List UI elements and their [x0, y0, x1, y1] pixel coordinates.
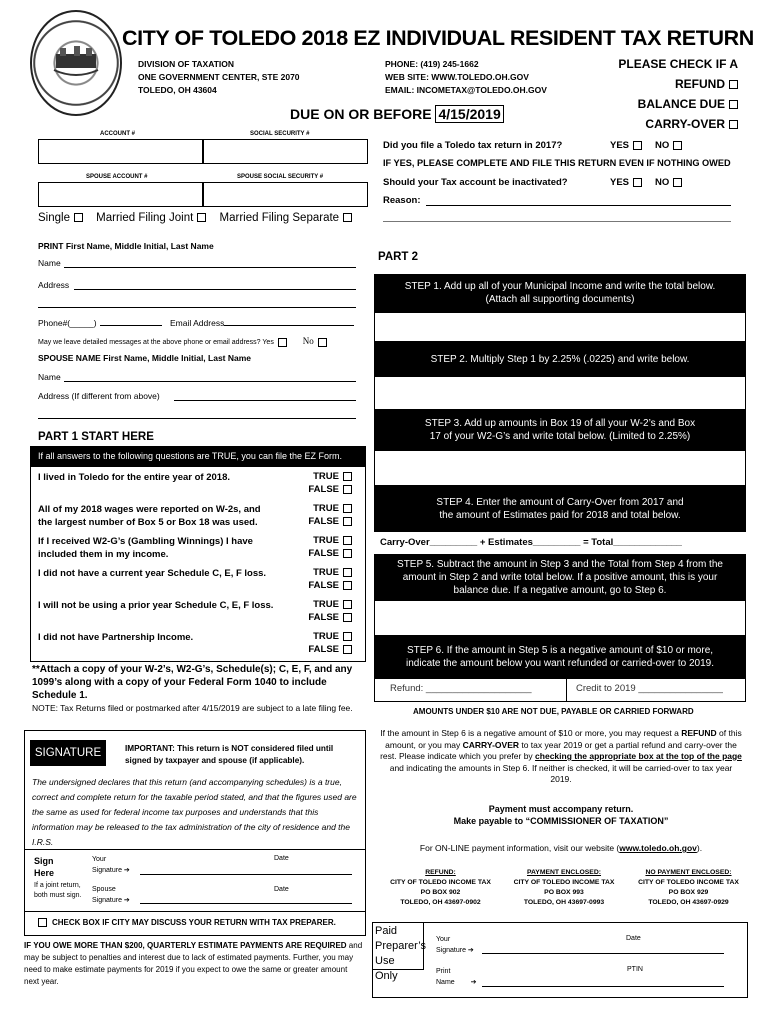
file-even-if-nothing-note: IF YES, PLEASE COMPLETE AND FILE THIS RETURN EVEN IF NOTHING OWED: [383, 158, 731, 168]
due-date: 4/15/2019: [435, 105, 503, 123]
address-label: Address: [38, 280, 70, 290]
inactivate-yes-label: YES: [610, 177, 630, 188]
message-yes-checkbox[interactable]: [278, 338, 287, 347]
part1-item-5: I will not be using a prior year Schedule C, E, F loss.: [38, 600, 274, 611]
spouse-label: Spouse: [92, 886, 116, 893]
city-seal-logo: [30, 10, 122, 116]
part1-banner: If all answers to the following questions are TRUE, you can file the EZ Form.: [30, 446, 366, 466]
message-no-label: No: [302, 336, 314, 346]
due-label: DUE ON OR BEFORE: [290, 106, 432, 122]
item1-true-checkbox[interactable]: [343, 472, 352, 481]
check-if-title: PLEASE CHECK IF A: [618, 57, 738, 71]
print-name-label: Name: [436, 979, 455, 986]
separate-label: Married Filing Separate: [219, 212, 340, 224]
division-name: DIVISION OF TAXATION: [138, 59, 235, 69]
part2-title: PART 2: [378, 251, 419, 263]
no-payment-address-l1: CITY OF TOLEDO INCOME TAX: [638, 879, 739, 886]
inactivate-text: Should your Tax account be inactivated?: [383, 177, 568, 188]
step3-input[interactable]: [374, 450, 746, 486]
payment-address-l1: CITY OF TOLEDO INCOME TAX: [513, 879, 615, 886]
form-title: CITY OF TOLEDO 2018 EZ INDIVIDUAL RESIDENT TAX RETURN: [122, 26, 754, 50]
payment-line-2: Make payable to “COMMISSIONER OF TAXATION”: [453, 816, 669, 826]
item4-true-checkbox[interactable]: [343, 568, 352, 577]
spouse-account-input[interactable]: [38, 182, 203, 207]
part1-title: PART 1 START HERE: [38, 431, 154, 443]
true-label: TRUE: [313, 503, 339, 514]
payment-address: [500, 868, 628, 908]
refund-address-l1: CITY OF TOLEDO INCOME TAX: [390, 879, 491, 886]
prior-yes-label: YES: [610, 140, 630, 151]
filing-status: [38, 212, 352, 224]
contact-web: WEB SITE: WWW.TOLEDO.OH.GOV: [385, 72, 529, 82]
arrow-right-icon: ➔: [467, 947, 474, 954]
step6-banner: STEP 6. If the amount in Step 5 is a negative amount of $10 or more, indicate the amount below you want refunded or carried-over to 2019.: [374, 636, 746, 678]
part1-item-1-options: [304, 470, 352, 496]
declaration-rule: [24, 849, 366, 850]
check-if-block: [608, 54, 738, 134]
spouse-address-input[interactable]: [174, 400, 356, 401]
contact-block: [385, 58, 547, 97]
no-payment-address-l2: PO BOX 929: [668, 889, 709, 896]
reason-line-2[interactable]: [383, 221, 731, 222]
balance-due-label: BALANCE DUE: [637, 97, 725, 111]
neg-text-3: to tax year 2019 or get a partial refund and carry-over the rest. Please indicate which you prefer by: [380, 739, 737, 761]
step1-banner: STEP 1. Add up all of your Municipal Income and write the total below. (Attach all supporting documents): [374, 274, 746, 312]
part1-item-3-options: [304, 534, 352, 560]
estimate-warning: [24, 940, 364, 988]
item4-false-checkbox[interactable]: [343, 581, 352, 590]
under-10-note: AMOUNTS UNDER $10 ARE NOT DUE, PAYABLE OR CARRIED FORWARD: [413, 707, 694, 716]
false-label: FALSE: [308, 484, 339, 495]
inactivate-no-label: NO: [655, 177, 670, 188]
item5-false-checkbox[interactable]: [343, 613, 352, 622]
leave-message-text: May we leave detailed messages at the above phone or email address? Yes: [38, 339, 274, 346]
estimate-warning-bold: IF YOU OWE MORE THAN $200, QUARTERLY ESTIMATE PAYMENTS ARE REQUIRED: [24, 941, 347, 950]
spouse-address-label: Address (If different from above): [38, 391, 160, 401]
preparer-sig-label: Signature: [436, 947, 466, 954]
true-label: TRUE: [313, 567, 339, 578]
refund-address-l3: TOLEDO, OH 43697-0902: [400, 899, 481, 906]
arrow-right-icon: ➔: [123, 867, 130, 874]
inactivate-yes: [610, 177, 642, 188]
neg-text-4: and indicating the amounts in Step 6. If neither is checked, it will be carried-over to tax year 2019.: [389, 762, 733, 784]
ssn-label: SOCIAL SECURITY #: [250, 131, 310, 137]
neg-text-2: of this amount, or you may: [385, 728, 742, 750]
paid-preparer-label: Paid Preparer’s Use Only: [372, 922, 424, 970]
your-signature-label: [92, 854, 130, 876]
contact-phone: PHONE: (419) 245-1662: [385, 59, 479, 69]
step3-banner: STEP 3. Add up amounts in Box 19 of all your W-2’s and Box 17 of your W2-G’s and write total below. (Limited to 2.25%): [374, 410, 746, 450]
false-label: FALSE: [308, 516, 339, 527]
spouse-name-field-label: Name: [38, 372, 61, 382]
division-address1: ONE GOVERNMENT CENTER, STE 2070: [138, 72, 300, 82]
part1-item-5-options: [304, 598, 352, 624]
phone-input[interactable]: [100, 325, 162, 326]
refund-address: [378, 868, 503, 908]
phone-label: Phone#(_____): [38, 318, 97, 328]
print-name-label: PRINT First Name, Middle Initial, Last Name: [38, 241, 214, 251]
inactivate-no: [655, 177, 682, 188]
ptin-label: PTIN: [627, 966, 643, 973]
arrow-right-icon: ➔: [123, 897, 130, 904]
payment-address-l3: TOLEDO, OH 43697-0993: [523, 899, 605, 906]
prior-yes-checkbox[interactable]: [633, 141, 642, 150]
false-label: FALSE: [308, 644, 339, 655]
signature-top-rule: [24, 730, 366, 731]
neg-refund: REFUND: [681, 728, 717, 738]
inactivate-yes-checkbox[interactable]: [633, 178, 642, 187]
reason-line-1[interactable]: [426, 205, 731, 206]
phone-email-row: [38, 318, 354, 328]
true-label: TRUE: [313, 631, 339, 642]
neg-carry: CARRY-OVER: [462, 739, 519, 750]
signature-badge: SIGNATURE: [30, 740, 106, 766]
payment-address-l2: PO BOX 993: [544, 889, 584, 896]
true-label: TRUE: [313, 599, 339, 610]
arrow-right-icon: ➔: [470, 979, 477, 986]
print-label: Print: [436, 968, 451, 975]
message-no-checkbox[interactable]: [318, 338, 327, 347]
online-text: For ON-LINE payment information, visit our website (: [419, 843, 620, 853]
your-date-label: Date: [274, 855, 289, 862]
division-address2: TOLEDO, OH 43604: [138, 85, 217, 95]
joint-return-note: If a joint return, both must sign.: [34, 882, 82, 899]
account-input[interactable]: [38, 139, 203, 164]
true-label: TRUE: [313, 471, 339, 482]
prior-return-text: Did you file a Toledo tax return in 2017?: [383, 140, 563, 151]
carry-over-label: CARRY-OVER: [645, 117, 725, 131]
part1-item-4-options: [304, 566, 352, 592]
attach-note: **Attach a copy of your W-2’s, W2-G’s, Schedule(s); C, E, F, and any 1099’s along with a copy of your Federal Form 1040 to include Schedule 1.: [32, 664, 353, 701]
prior-return-no: [655, 140, 682, 151]
joint-label: Married Filing Joint: [96, 212, 194, 224]
preparer-permission-label: CHECK BOX IF CITY MAY DISCUSS YOUR RETURN WITH TAX PREPARER.: [52, 918, 336, 927]
reason-label: Reason:: [383, 195, 421, 206]
account-label: ACCOUNT #: [100, 131, 136, 137]
spouse-date-label: Date: [274, 886, 289, 893]
item2-true-checkbox[interactable]: [343, 504, 352, 513]
neg-text-1: If the amount in Step 6 is a negative amount of $10 or more, you may request a: [380, 728, 682, 738]
signature-label: Signature: [92, 867, 122, 874]
step5-banner: STEP 5. Subtract the amount in Step 3 and the Total from Step 4 from the amount in Step 2 and write total below. If a positive amount, this is your balance due. If a negative amount, go to Step 6.: [374, 554, 746, 600]
name-input[interactable]: [64, 267, 356, 268]
true-label: TRUE: [313, 535, 339, 546]
prior-no-checkbox[interactable]: [673, 141, 682, 150]
preparer-signature-input[interactable]: [482, 953, 724, 954]
address-input-2[interactable]: [38, 307, 356, 308]
carry-over-checkbox[interactable]: [729, 120, 738, 129]
online-end: ).: [696, 843, 703, 853]
important-note: IMPORTANT: This return is NOT considered filed until signed by taxpayer and spouse (if applicable).: [125, 744, 334, 765]
declaration-text: The undersigned declares that this return (and accompanying schedules) is a true, correct and complete return for the taxable period stated, and that the figures used are the same as used for federal income tax purposes and understands that this information may be released to the tax administration of the city of residence and the I.R.S.: [32, 777, 357, 847]
refund-label: REFUND: [675, 77, 725, 91]
item3-false-checkbox[interactable]: [343, 549, 352, 558]
part1-item-2-options: [304, 502, 352, 528]
part1-item-1: I lived in Toledo for the entire year of 2018.: [38, 472, 230, 483]
item3-true-checkbox[interactable]: [343, 536, 352, 545]
no-payment-address: [626, 868, 751, 908]
false-label: FALSE: [308, 580, 339, 591]
leave-message-row: [38, 336, 327, 347]
preparer-date-label: Date: [626, 935, 641, 942]
due-date-line: [290, 106, 504, 122]
item6-true-checkbox[interactable]: [343, 632, 352, 641]
step6-divider: [566, 678, 567, 702]
refund-checkbox[interactable]: [729, 80, 738, 89]
inactivate-question: [383, 177, 670, 188]
item6-false-checkbox[interactable]: [343, 645, 352, 654]
no-payment-address-head: NO PAYMENT ENCLOSED:: [645, 869, 732, 876]
spouse-address-input-2[interactable]: [38, 418, 356, 419]
estimate-warning-rest: and may be subject to penalties and interest due to lack of estimated payments. Further, you may need to make estimate payments for 2019 if you expect to owe the same or greater amount next year.: [24, 941, 363, 986]
spouse-account-label: SPOUSE ACCOUNT #: [86, 174, 148, 180]
preparer-your-label: Your: [436, 936, 451, 943]
payment-note: [378, 803, 744, 827]
neg-check: checking the appropriate box at the top of the page: [535, 751, 742, 761]
refund-address-l2: PO BOX 902: [420, 889, 461, 896]
false-label: FALSE: [308, 548, 339, 559]
your-signature-input[interactable]: [140, 874, 352, 875]
preparer-signature-label: [436, 934, 474, 956]
your-label: Your: [92, 856, 107, 863]
false-label: FALSE: [308, 612, 339, 623]
joint-checkbox[interactable]: [197, 213, 206, 222]
step4-banner: STEP 4. Enter the amount of Carry-Over from 2017 and the amount of Estimates paid for 2018 and total below.: [374, 486, 746, 532]
name-label: Name: [38, 258, 61, 268]
item1-false-checkbox[interactable]: [343, 485, 352, 494]
spouse-signature-label: [92, 884, 130, 906]
separate-checkbox[interactable]: [343, 213, 352, 222]
step2-input[interactable]: [374, 376, 746, 410]
prior-return-question: [383, 140, 670, 151]
online-payment-note: [378, 843, 744, 853]
prior-return-yes: [610, 140, 642, 151]
division-block: [138, 58, 300, 97]
ssn-input[interactable]: [203, 139, 368, 164]
spouse-name-label: SPOUSE NAME First Name, Middle Initial, Last Name: [38, 353, 252, 363]
credit-input[interactable]: Credit to 2019 ________________: [576, 683, 723, 694]
preparer-permission-row: [38, 918, 336, 927]
preparer-print-label: [436, 966, 477, 988]
preparer-permission-checkbox[interactable]: [38, 918, 47, 927]
part1-item-4: I did not have a current year Schedule C, E, F loss.: [38, 568, 267, 579]
late-filing-note: NOTE: Tax Returns filed or postmarked after 4/15/2019 are subject to a late filing fee.: [32, 703, 353, 713]
no-payment-address-l3: TOLEDO, OH 43697-0929: [648, 899, 729, 906]
spouse-sig-label: Signature: [92, 897, 122, 904]
spouse-signature-input[interactable]: [140, 903, 352, 904]
part1-item-2: All of my 2018 wages were reported on W-2s, and the largest number of Box 5 or Box 18 was used.: [38, 504, 261, 528]
address-input[interactable]: [74, 289, 356, 290]
part1-item-6-options: [304, 630, 352, 656]
payment-address-head: PAYMENT ENCLOSED:: [526, 869, 602, 876]
contact-email: EMAIL: INCOMETAX@TOLEDO.OH.GOV: [385, 85, 547, 95]
spouse-ssn-label: SPOUSE SOCIAL SECURITY #: [237, 174, 324, 180]
signature-bottom-rule: [24, 911, 366, 912]
step2-banner: STEP 2. Multiply Step 1 by 2.25% (.0225) and write below.: [374, 342, 746, 376]
single-checkbox[interactable]: [74, 213, 83, 222]
item5-true-checkbox[interactable]: [343, 600, 352, 609]
email-label: Email Address: [169, 318, 225, 328]
step5-input[interactable]: [374, 600, 746, 636]
item2-false-checkbox[interactable]: [343, 517, 352, 526]
spouse-ssn-input[interactable]: [203, 182, 368, 207]
negative-amount-instructions: [378, 728, 744, 786]
spouse-name-input[interactable]: [64, 381, 356, 382]
preparer-name-input[interactable]: [482, 986, 724, 987]
refund-input[interactable]: Refund: ____________________: [390, 683, 532, 694]
email-input[interactable]: [224, 325, 354, 326]
single-label: Single: [38, 212, 70, 224]
sign-here-label: Sign Here: [34, 856, 55, 878]
inactivate-no-checkbox[interactable]: [673, 178, 682, 187]
refund-address-head: REFUND:: [425, 869, 456, 876]
step1-input[interactable]: [374, 312, 746, 342]
part1-item-6: I did not have Partnership Income.: [38, 632, 194, 643]
balance-due-checkbox[interactable]: [729, 100, 738, 109]
part1-item-3: If I received W2-G’s (Gambling Winnings) I have included them in my income.: [38, 536, 253, 560]
online-url-link[interactable]: www.toledo.oh.gov: [619, 843, 697, 853]
prior-no-label: NO: [655, 140, 670, 151]
carry-over-line[interactable]: Carry-Over_________ + Estimates_________ = Total_____________: [380, 537, 682, 548]
payment-line-1: Payment must accompany return.: [488, 804, 634, 814]
